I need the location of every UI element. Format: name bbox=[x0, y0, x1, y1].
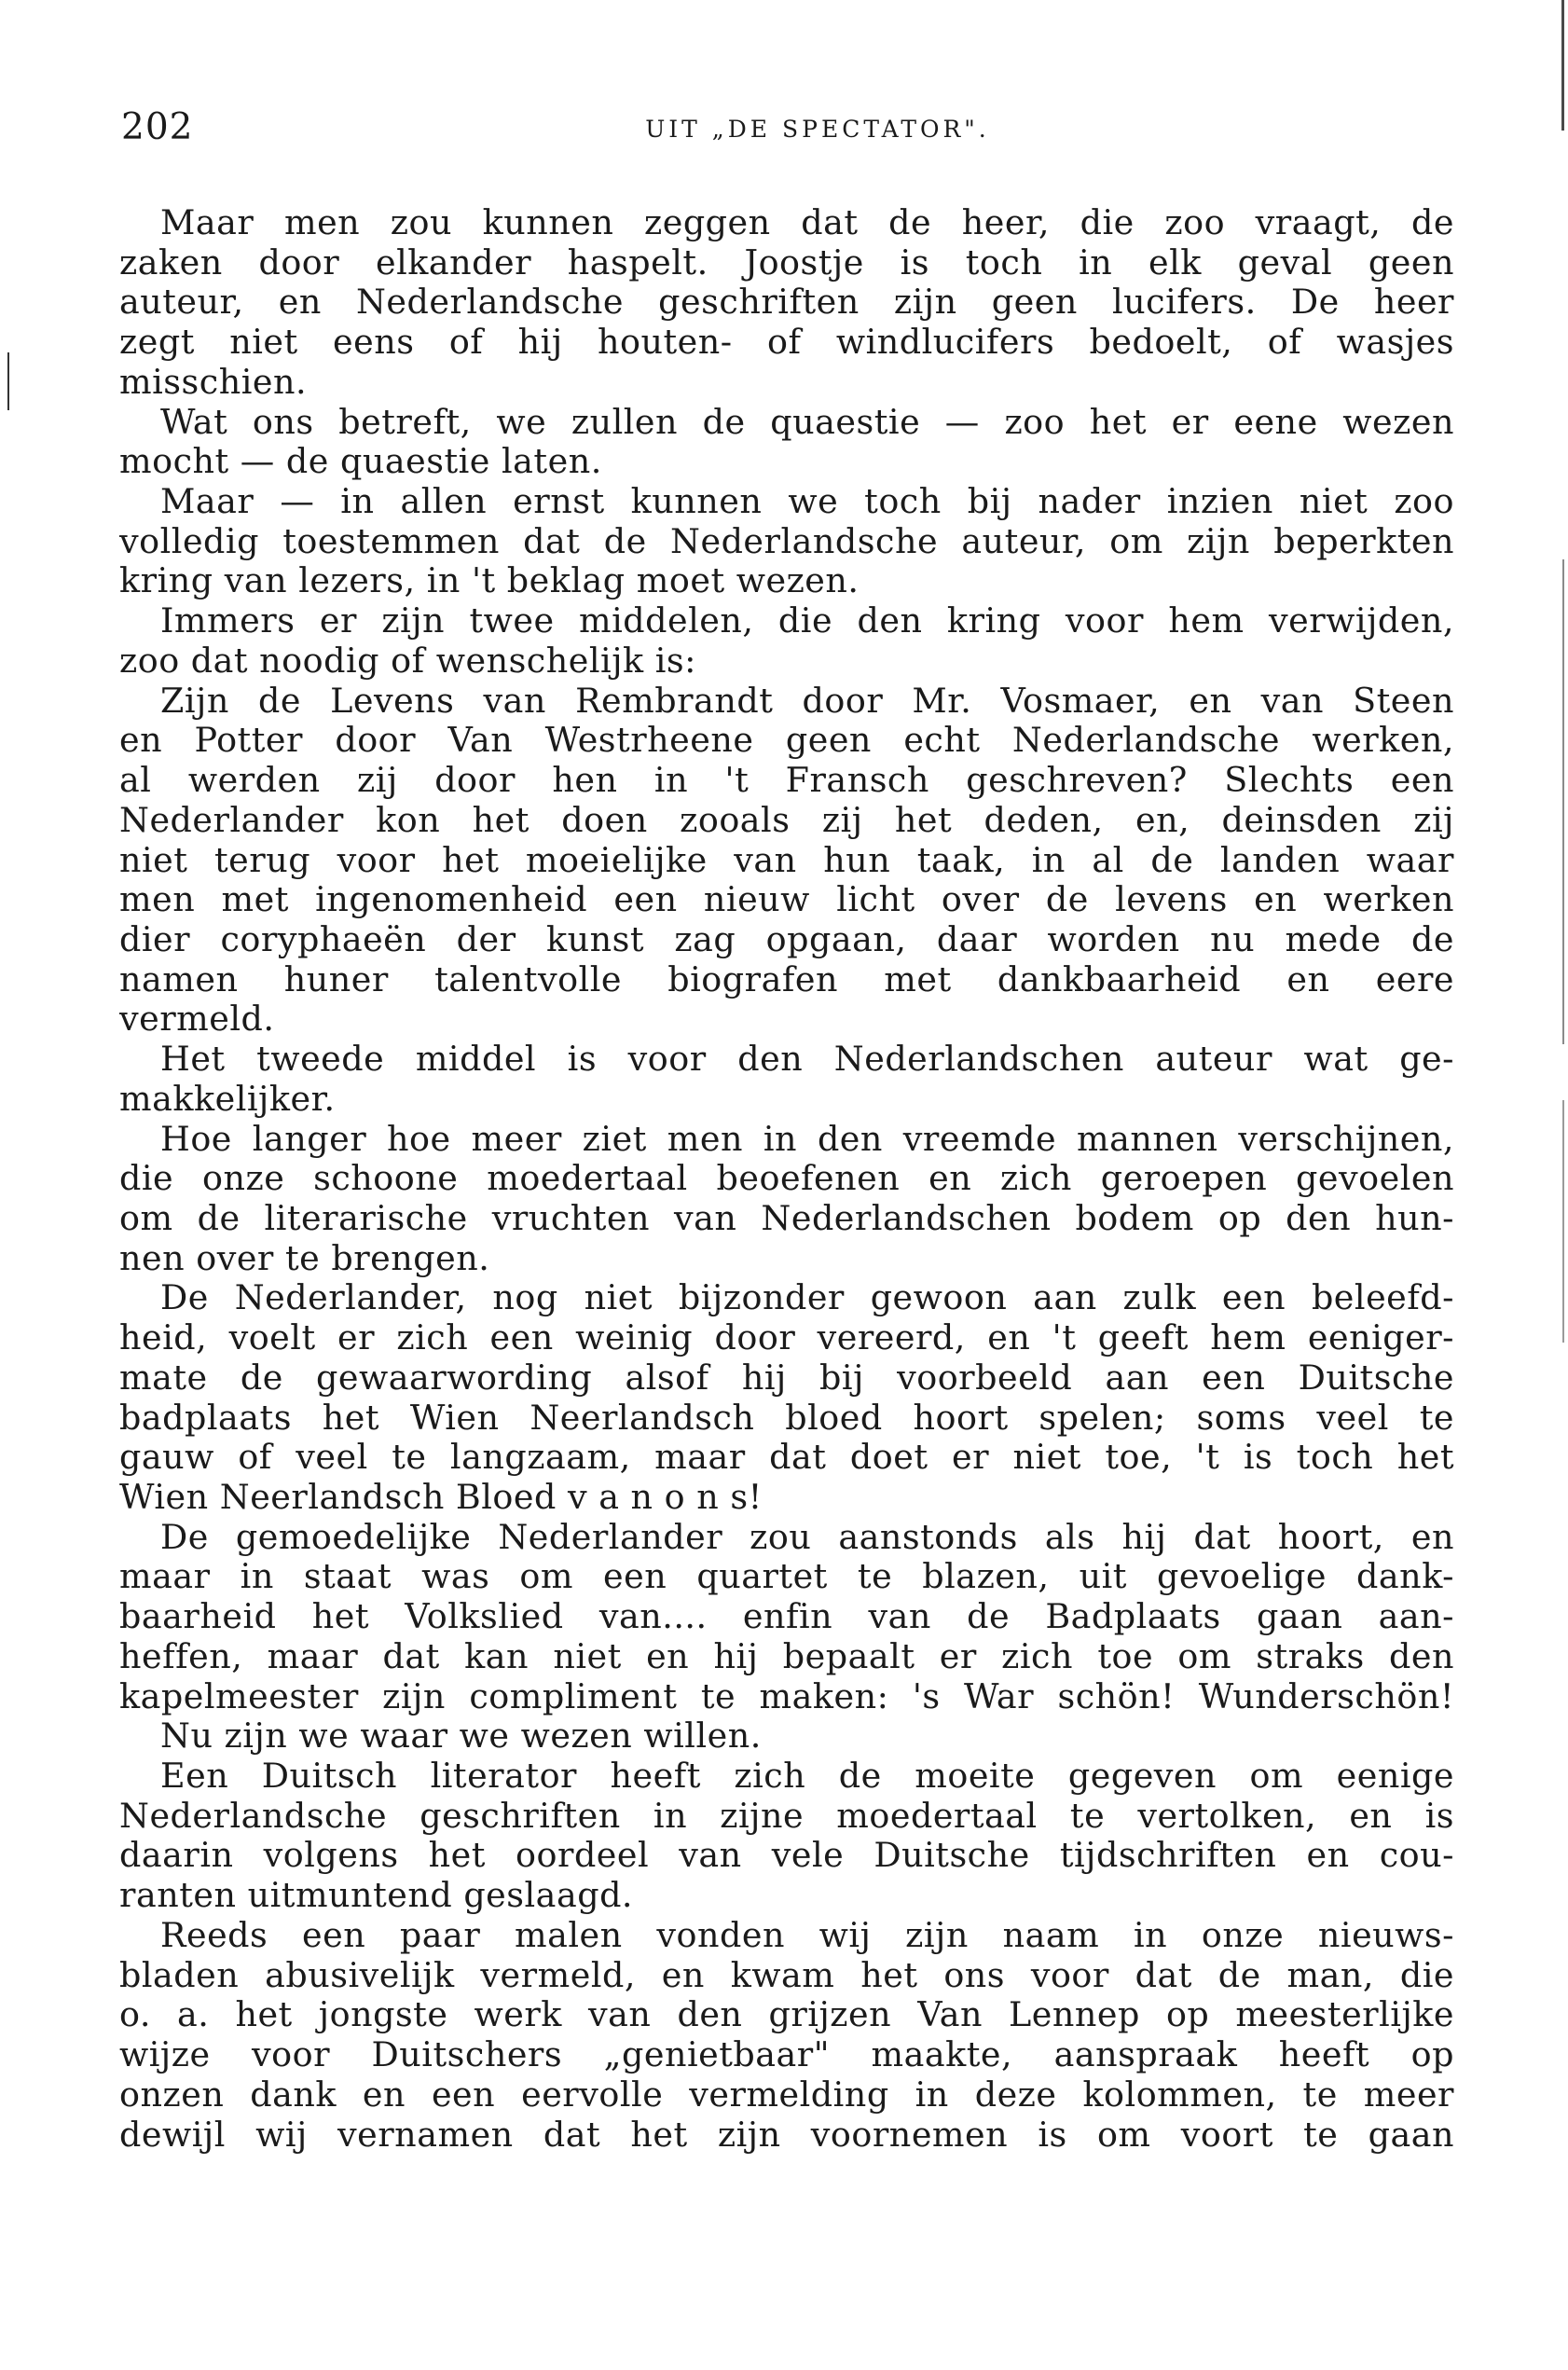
text-line: makkelijker. bbox=[119, 1079, 336, 1119]
text-line: Een Duitsch literator heeft zich de moeite gegeven om eenige bbox=[160, 1757, 1454, 1797]
text-line: gauw of veel te langzaam, maar dat doet er niet toe, 't is toch het bbox=[119, 1438, 1454, 1478]
page-edge-mark bbox=[1562, 559, 1564, 1044]
text-line: Reeds een paar malen vonden wij zijn naam in onze nieuws- bbox=[160, 1915, 1454, 1955]
body-text bbox=[119, 203, 1454, 2155]
text-line: badplaats het Wien Neerlandsch bloed hoort spelen; soms veel te bbox=[119, 1398, 1454, 1438]
text-line: Zijn de Levens van Rembrandt door Mr. Vosmaer, en van Steen bbox=[160, 681, 1454, 721]
text-line: zaken door elkander haspelt. Joostje is toch in elk geval geen bbox=[119, 242, 1454, 282]
text-line: zoo dat noodig of wenschelijk is: bbox=[119, 641, 696, 681]
text-line: mate de gewaarwording alsof hij bij voorbeeld aan een Duitsche bbox=[119, 1357, 1454, 1398]
text-line: namen huner talentvolle biografen met dankbaarheid en eere bbox=[119, 959, 1454, 999]
text-line: maar in staat was om een quartet te blazen, uit gevoelige dank- bbox=[119, 1557, 1454, 1597]
text-line: Maar — in allen ernst kunnen we toch bij nader inzien niet zoo bbox=[160, 482, 1454, 522]
text-line: kapelmeester zijn compliment te maken: 's War schön! Wunderschön! bbox=[119, 1676, 1454, 1716]
text-line: men met ingenomenheid een nieuw licht over de levens en werken bbox=[119, 880, 1454, 920]
text-line: daarin volgens het oordeel van vele Duitsche tijdschriften en cou- bbox=[119, 1836, 1454, 1876]
text-line: onzen dank en een eervolle vermelding in deze kolommen, te meer bbox=[119, 2074, 1454, 2115]
text-line: al werden zij door hen in 't Fransch geschreven? Slechts een bbox=[119, 761, 1454, 801]
text-line: en Potter door Van Westrheene geen echt Nederlandsche werken, bbox=[119, 721, 1454, 761]
text-line: die onze schoone moedertaal beoefenen en zich geroepen gevoelen bbox=[119, 1159, 1454, 1199]
text-line: mocht — de quaestie laten. bbox=[119, 442, 602, 482]
page-edge-mark bbox=[1562, 1100, 1564, 1343]
text-line: Immers er zijn twee middelen, die den kring voor hem verwijden, bbox=[160, 601, 1454, 641]
text-line: wijze voor Duitschers „genietbaar" maakte, aanspraak heeft op bbox=[119, 2035, 1454, 2075]
text-line: o. a. het jongste werk van den grijzen Van Lennep op meesterlijke bbox=[119, 1995, 1454, 2035]
text-line: De Nederlander, nog niet bijzonder gewoon aan zulk een beleefd- bbox=[160, 1278, 1454, 1318]
text-line: heffen, maar dat kan niet en hij bepaalt er zich toe om straks den bbox=[119, 1636, 1454, 1676]
text-line: Nederlander kon het doen zooals zij het deden, en, deinsden zij bbox=[119, 800, 1454, 840]
text-line: Maar men zou kunnen zeggen dat de heer, die zoo vraagt, de bbox=[160, 203, 1454, 242]
text-line: ranten uitmuntend geslaagd. bbox=[119, 1876, 634, 1916]
text-line: baarheid het Volkslied van.... enfin van de Badplaats gaan aan- bbox=[119, 1597, 1454, 1637]
text-line: Nederlandsche geschriften in zijne moedertaal te vertolken, en is bbox=[119, 1796, 1454, 1836]
text-line: auteur, en Nederlandsche geschriften zijn geen lucifers. De heer bbox=[119, 282, 1454, 323]
text-line: Wat ons betreft, we zullen de quaestie — zoo het er eene wezen bbox=[160, 402, 1454, 442]
text-line: De gemoedelijke Nederlander zou aanstonds als hij dat hoort, en bbox=[160, 1517, 1454, 1557]
text-line: dewijl wij vernamen dat het zijn voornemen is om voort te gaan bbox=[119, 2115, 1454, 2155]
text-line: Het tweede middel is voor den Nederlandschen auteur wat ge- bbox=[160, 1040, 1454, 1080]
margin-mark bbox=[7, 352, 9, 410]
running-title: UIT „DE SPECTATOR". bbox=[645, 116, 990, 143]
text-line: Nu zijn we waar we wezen willen. bbox=[160, 1716, 762, 1757]
text-line: bladen abusivelijk vermeld, en kwam het ons voor dat de man, die bbox=[119, 1955, 1454, 1995]
text-line: Hoe langer hoe meer ziet men in den vreemde mannen verschijnen, bbox=[160, 1119, 1454, 1159]
text-line: misschien. bbox=[119, 362, 308, 402]
text-line: Wien Neerlandsch Bloed v a n o n s! bbox=[119, 1478, 763, 1517]
text-line: zegt niet eens of hij houten- of windlucifers bedoelt, of wasjes bbox=[119, 323, 1454, 363]
text-line: niet terug voor het moeielijke van hun taak, in al de landen waar bbox=[119, 840, 1454, 880]
text-line: vermeld. bbox=[119, 999, 275, 1040]
text-line: heid, voelt er zich een weinig door vereerd, en 't geeft hem eeniger- bbox=[119, 1318, 1454, 1358]
text-line: kring van lezers, in 't beklag moet wezen. bbox=[119, 561, 860, 601]
running-head bbox=[121, 104, 1454, 151]
text-line: volledig toestemmen dat de Nederlandsche auteur, om zijn beperkten bbox=[119, 521, 1454, 561]
page-number: 202 bbox=[121, 106, 194, 148]
text-line: nen over te brengen. bbox=[119, 1238, 490, 1278]
page-edge-mark bbox=[1561, 0, 1564, 131]
text-line: om de literarische vruchten van Nederlandschen bodem op den hun- bbox=[119, 1198, 1454, 1238]
text-line: dier coryphaeën der kunst zag opgaan, daar worden nu mede de bbox=[119, 919, 1454, 959]
